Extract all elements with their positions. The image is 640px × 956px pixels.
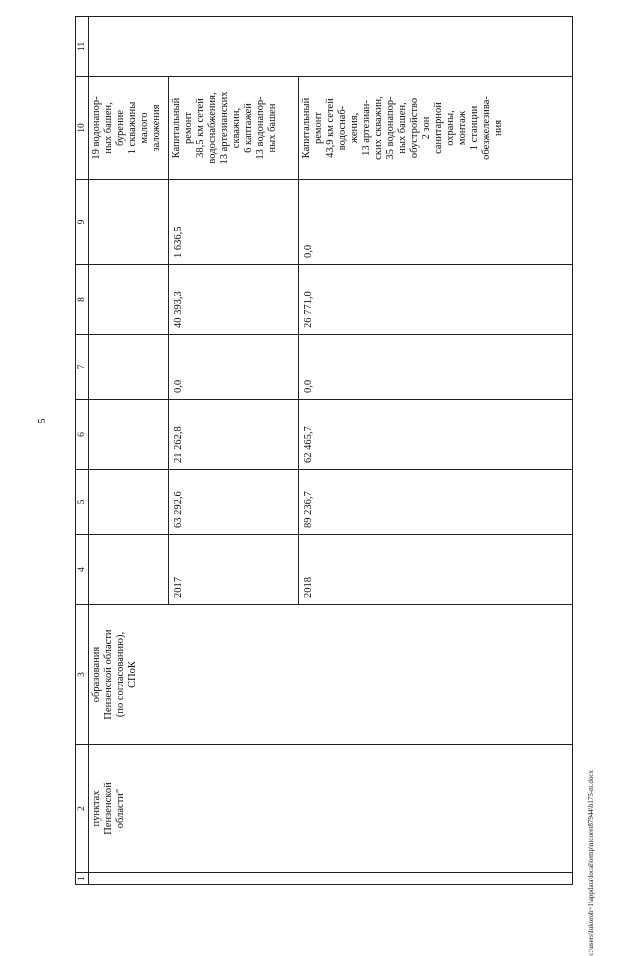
other-2017: 1 636,5 bbox=[169, 180, 299, 265]
cont-works-cell: 19 водонапор- ных башен, бурение 1 скважины малого заложения bbox=[89, 77, 169, 180]
total-2018: 89 236,7 bbox=[299, 470, 573, 535]
header-col-11: 11 bbox=[76, 17, 89, 77]
federal-2018: 62 465,7 bbox=[299, 400, 573, 470]
header-col-2: 2 bbox=[76, 745, 89, 873]
works-2017: Капитальный ремонт 38,5 км сетей водоснабжения, 13 артезианских скважин, 6 каптажей 13 водонапор- ных башен bbox=[169, 77, 299, 180]
year-2018: 2018 bbox=[299, 535, 573, 605]
cont-col9 bbox=[89, 180, 169, 265]
federal-2017: 21 262,8 bbox=[169, 400, 299, 470]
cont-col5 bbox=[89, 470, 169, 535]
local-2017: 40 393,3 bbox=[169, 265, 299, 335]
total-2017: 63 292,6 bbox=[169, 470, 299, 535]
settlements-cell: пунктах Пензенской области" bbox=[89, 745, 573, 873]
col1-cell bbox=[89, 873, 573, 885]
data-table bbox=[75, 16, 573, 885]
header-col-9: 9 bbox=[76, 180, 89, 265]
other-2018: 0,0 bbox=[299, 180, 573, 265]
header-col-10: 10 bbox=[76, 77, 89, 180]
local-2018: 26 771,0 bbox=[299, 265, 573, 335]
year-2017: 2017 bbox=[169, 535, 299, 605]
cont-col6 bbox=[89, 400, 169, 470]
header-col-6: 6 bbox=[76, 400, 89, 470]
footer-file-path: c:\users\lukoroh~1\appdata\local\temp\ntcoret87944\b175-m.docx bbox=[587, 770, 595, 956]
works-2018: Капитальный ремонт 43,9 км сетей водоснаб- жения, 13 артезиан- ских скважин, 35 водонапор- ных башен, обустройство 2 зон санитарной охраны, монтаж 1 станции обезжелезива- ния bbox=[299, 77, 573, 180]
cont-col7 bbox=[89, 335, 169, 400]
cont-col4 bbox=[89, 535, 169, 605]
cont-col8 bbox=[89, 265, 169, 335]
table-wrapper bbox=[75, 17, 573, 885]
regional-2017: 0,0 bbox=[169, 335, 299, 400]
header-col-7: 7 bbox=[76, 335, 89, 400]
header-col-8: 8 bbox=[76, 265, 89, 335]
page-number: 5 bbox=[37, 418, 48, 424]
rotated-table-frame bbox=[75, 17, 573, 885]
col11-cell bbox=[89, 17, 573, 77]
header-row bbox=[76, 17, 89, 885]
header-col-3: 3 bbox=[76, 605, 89, 745]
header-col-4: 4 bbox=[76, 535, 89, 605]
header-col-5: 5 bbox=[76, 470, 89, 535]
continuation-row bbox=[89, 17, 169, 885]
executors-cell: образования Пензенской области (по согласованию), СПоК bbox=[89, 605, 573, 745]
header-col-1: 1 bbox=[76, 873, 89, 885]
regional-2018: 0,0 bbox=[299, 335, 573, 400]
